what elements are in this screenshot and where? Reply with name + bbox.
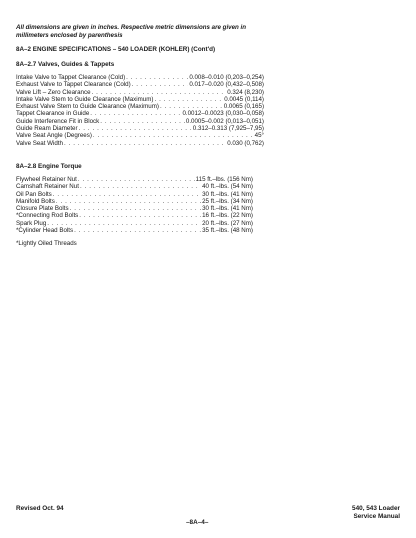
- torque-spec-list: [16, 176, 253, 234]
- torque-value: 16 ft.–lbs. (22 Nm): [202, 212, 253, 220]
- spec-row: [16, 89, 264, 96]
- torque-value: 20 ft.–lbs. (27 Nm): [202, 219, 253, 227]
- torque-row: [16, 227, 253, 234]
- manual-name: Service Manual: [353, 513, 400, 520]
- spec-row: [16, 96, 264, 103]
- torque-label: *Connecting Rod Bolts: [16, 212, 79, 220]
- torque-row: [16, 212, 253, 219]
- torque-heading: 8A–2.8 Engine Torque: [16, 162, 82, 170]
- spec-value: 0.008–0.010 (0,203–0,254): [189, 74, 264, 81]
- torque-row: [16, 198, 253, 205]
- spec-value: 0.312–0.313 (7,925–7,95): [192, 125, 264, 133]
- spec-value: 0.0012–0.0023 (0,030–0,058): [182, 110, 264, 118]
- spec-value: 0.017–0.020 (0,432–0,508): [189, 81, 264, 89]
- spec-row: [16, 81, 264, 88]
- valves-heading: 8A–2.7 Valves, Guides & Tappets: [16, 61, 115, 68]
- spec-row: [16, 118, 264, 125]
- spec-value: 0.324 (8,230): [227, 88, 264, 96]
- torque-row: [16, 205, 253, 212]
- torque-value: 30 ft.–lbs. (41 Nm): [202, 190, 253, 198]
- manual-title: [352, 505, 400, 521]
- torque-label: Closure Plate Bolts: [16, 205, 69, 213]
- spec-label: Valve Seat Angle (Degrees): [16, 132, 92, 140]
- torque-section: [16, 163, 253, 248]
- torque-row: [16, 191, 253, 198]
- footnote: *Lightly Oiled Threads: [16, 240, 77, 248]
- spec-label: Valve Seat Width: [16, 139, 64, 147]
- torque-label: Oil Pan Bolts: [16, 190, 52, 198]
- spec-row: [16, 125, 264, 132]
- spec-row: [16, 110, 264, 117]
- spec-label: Exhaust Valve Stem to Guide Clearance (Maximum): [16, 103, 159, 111]
- spec-label: Intake Valve to Tappet Clearance (Cold): [16, 74, 126, 81]
- torque-row: [16, 220, 253, 227]
- spec-label: Tappet Clearance in Guide: [16, 110, 90, 118]
- spec-value: 0.0005–0.002 (0,013–0,051): [185, 117, 264, 125]
- torque-value: 30 ft.–lbs. (41 Nm): [202, 205, 253, 213]
- torque-row: [16, 176, 253, 183]
- torque-label: Flywheel Retainer Nut: [16, 175, 77, 183]
- spec-label: Exhaust Valve to Tappet Clearance (Cold): [16, 81, 131, 89]
- torque-label: Spark Plug: [16, 219, 47, 227]
- spec-label: Intake Valve Stem to Guide Clearance (Maximum): [16, 95, 154, 103]
- dimensions-note: All dimensions are given in inches. Respective metric dimensions are given in millimeters enclosed by parenthesis: [16, 24, 247, 39]
- spec-value: 0.030 (0,762): [227, 139, 264, 147]
- torque-row: [16, 183, 253, 190]
- torque-value: 115 ft.–lbs. (156 Nm): [195, 175, 253, 183]
- torque-value: 35 ft.–lbs. (48 Nm): [202, 227, 253, 235]
- torque-label: Manifold Bolts: [16, 197, 55, 205]
- valves-section: [16, 61, 264, 147]
- torque-value: 40 ft.–lbs. (54 Nm): [202, 183, 253, 191]
- spec-row: [16, 140, 264, 147]
- valves-spec-list: [16, 74, 264, 147]
- torque-label: Camshaft Retainer Nut: [16, 183, 79, 191]
- spec-label: Guide Interference Fit in Block: [16, 117, 100, 125]
- spec-row: [16, 74, 264, 81]
- spec-label: Guide Ream Diameter: [16, 125, 78, 133]
- document-page: [16, 24, 264, 255]
- spec-row: [16, 132, 264, 139]
- torque-value: 25 ft.–lbs. (34 Nm): [202, 197, 253, 205]
- torque-label: *Cylinder Head Bolts: [16, 227, 74, 235]
- revision-date: Revised Oct. 94: [16, 505, 64, 512]
- spec-value: 45°: [254, 132, 264, 140]
- spec-value: 0.0065 (0,165): [223, 103, 264, 111]
- spec-label: Valve Lift – Zero Clearance: [16, 88, 91, 96]
- spec-value: 0.0045 (0,114): [224, 95, 264, 103]
- page-number: –8A–4–: [186, 519, 209, 526]
- section-title: 8A–2 ENGINE SPECIFICATIONS – 540 LOADER (KOHLER) (Cont'd): [16, 46, 216, 53]
- spec-row: [16, 103, 264, 110]
- model-name: 540, 543 Loader: [352, 505, 400, 512]
